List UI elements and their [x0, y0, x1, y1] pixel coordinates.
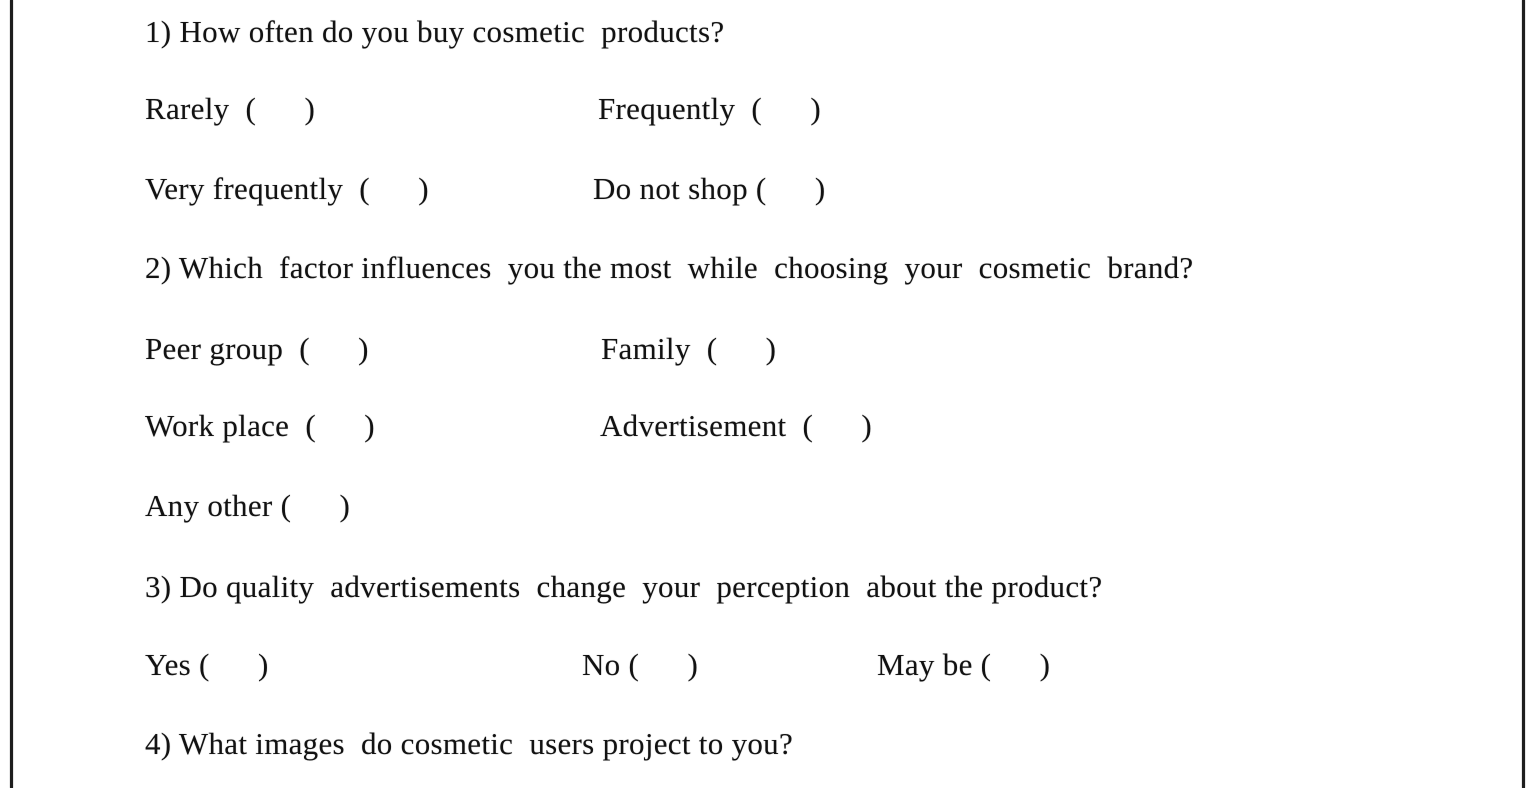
question-4: 4) What images do cosmetic users project to you?	[145, 726, 794, 761]
option-any-other: Any other ( )	[145, 488, 351, 523]
option-may-be: May be ( )	[877, 647, 1051, 682]
option-no: No ( )	[582, 647, 699, 682]
page-left-border	[10, 0, 13, 788]
option-rarely: Rarely ( )	[145, 91, 316, 126]
question-2: 2) Which factor influences you the most while choosing your cosmetic brand?	[145, 250, 1194, 285]
option-work-place: Work place ( )	[145, 408, 375, 443]
option-frequently: Frequently ( )	[598, 91, 821, 126]
option-do-not-shop: Do not shop ( )	[593, 171, 826, 206]
option-family: Family ( )	[601, 331, 777, 366]
question-3: 3) Do quality advertisements change your perception about the product?	[145, 569, 1103, 604]
question-1: 1) How often do you buy cosmetic products?	[145, 14, 725, 49]
option-very-frequently: Very frequently ( )	[145, 171, 429, 206]
option-advertisement: Advertisement ( )	[600, 408, 873, 443]
option-yes: Yes ( )	[145, 647, 269, 682]
option-peer-group: Peer group ( )	[145, 331, 369, 366]
page-right-border	[1522, 0, 1525, 788]
